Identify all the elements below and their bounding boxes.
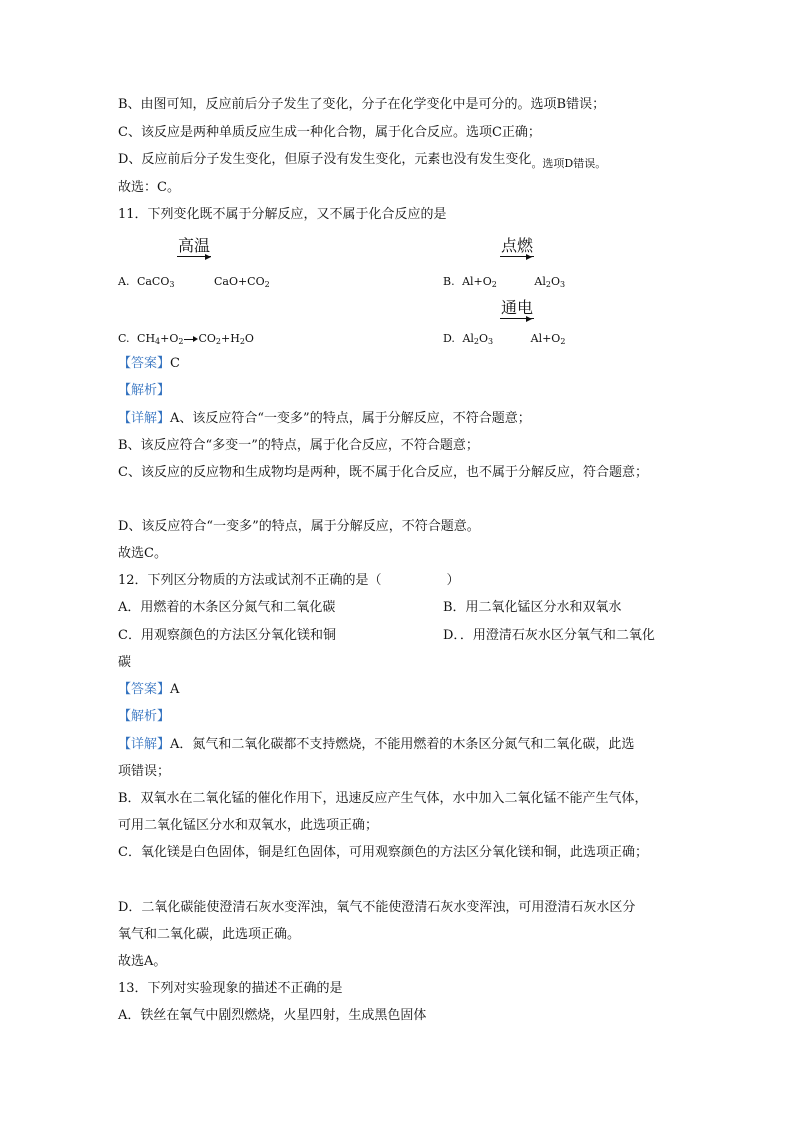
answer-tag: 【答案】 [118,356,171,371]
c-reactant2-sub: 2 [178,337,184,346]
analysis-11 [118,382,170,400]
detail-text: A．氮气和二氧化碳都不支持燃烧，不能用燃着的木条区分氮气和二氧化碳，此选 [170,737,635,752]
answer-tag: 【答案】 [118,682,171,697]
explanation-line-d-tail: 。选项D错误。 [531,157,607,170]
a-reactant-sub: 3 [169,280,175,289]
question-12-stem: 12．下列区分物质的方法或试剂不正确的是（ ） [118,573,460,588]
detail-text: A、该反应符合“一变多”的特点，属于分解反应，不符合题意； [170,411,531,426]
question-11-stem: 11．下列变化既不属于分解反应，又不属于化合反应的是 [118,207,447,222]
analysis-12 [118,708,170,726]
a-product: CaO+CO [213,275,265,288]
d-product-sub: 2 [560,337,566,346]
a-reactant: CaCO [136,275,170,288]
detail-11-d: D、该反应符合“一变多”的特点，属于分解反应，不符合题意。 [118,519,480,534]
option-11-b [443,273,565,291]
b-product-sub2: 3 [559,280,566,289]
detail-12-b-cont: 可用二氧化锰区分水和双氧水，此选项正确； [118,818,379,833]
answer-value: A [170,682,180,697]
c-reactant1-sub: 4 [155,337,161,346]
c-reactant1: CH [137,332,156,345]
c-product1: CO [198,332,216,345]
c-product1-sub: 2 [215,337,222,346]
answer-value: C [170,356,180,371]
detail-12-d: D．二氧化碳能使澄清石灰水变浑浊，氧气不能使澄清石灰水变浑浊，可用澄清石灰水区分 [118,900,636,915]
explanation-line-b: B、由图可知，反应前后分子发生了变化，分子在化学变化中是可分的。选项B错误； [118,97,606,112]
arrow-c-icon [184,339,194,340]
d-reactant-mid: O [479,332,489,345]
option-label: C. [118,332,130,345]
detail-11-b: B、该反应符合“多变一”的特点，属于化合反应，不符合题意； [118,438,479,453]
conclusion-11: 故选C。 [118,546,167,561]
conclusion-12: 故选A。 [118,954,167,969]
option-12-a: A．用燃着的木条区分氮气和二氧化碳 [118,600,336,615]
option-13-a: A．铁丝在氧气中剧烈燃烧，火星四射，生成黑色固体 [118,1008,427,1023]
b-reactant: Al+O [462,275,492,288]
detail-12-a [118,736,634,754]
option-label: A. [118,275,130,288]
d-reactant-sub1: 2 [473,337,479,346]
option-12-d: D．．用澄清石灰水区分氧气和二氧化 [443,628,655,643]
option-11-a [118,273,270,291]
question-13-stem: 13．下列对实验现象的描述不正确的是 [118,981,343,996]
b-product-mid: O [550,275,560,288]
b-reactant-sub: 2 [491,280,497,289]
c-product2-sub: 2 [239,337,245,346]
detail-tag: 【详解】 [118,411,171,426]
option-11-d [443,330,565,348]
analysis-tag: 【解析】 [118,383,171,398]
condition-d-electrolysis: 通电 [501,298,534,317]
option-12-c: C．用观察颜色的方法区分氧化镁和铜 [118,628,336,643]
b-product: Al [534,275,546,288]
condition-b-ignite: 点燃 [501,236,534,255]
arrow-d-icon [526,316,532,322]
d-reactant-sub2: 3 [488,337,494,346]
detail-12-b: B．双氧水在二氧化锰的催化作用下，迅速反应产生气体，水中加入二氧化锰不能产生气体， [118,791,648,806]
a-product-sub: 2 [264,280,270,289]
detail-11-c: C、该反应的反应物和生成物均是两种，既不属于化合反应，也不属于分解反应，符合题意； [118,465,648,480]
analysis-tag: 【解析】 [118,709,171,724]
condition-a-high-temp: 高温 [178,236,211,255]
d-reactant: Al [462,332,474,345]
answer-12 [118,681,179,699]
answer-11 [118,355,180,373]
detail-11-a [118,410,531,428]
explanation-line-d [118,151,606,169]
detail-12-d-cont: 氧气和二氧化碳，此选项正确。 [118,927,301,942]
c-reactant2: +O [160,332,179,345]
arrow-a-icon [205,254,211,260]
explanation-line-d-main: D、反应前后分子发生变化，但原子没有发生变化，元素也没有发生变化 [118,152,532,167]
detail-12-c: C．氧化镁是白色固体，铜是红色固体，可用观察颜色的方法区分氧化镁和铜，此选项正确； [118,845,648,860]
option-11-c [118,330,254,348]
b-product-sub1: 2 [545,280,551,289]
option-12-b: B．用二氧化锰区分水和双氧水 [443,600,622,615]
c-product2: +H [221,332,240,345]
option-label: B. [443,275,455,288]
arrow-b-icon [526,254,532,260]
detail-tag: 【详解】 [118,737,171,752]
option-12-d-cont: 碳 [118,655,132,670]
c-product3: O [244,332,254,345]
option-label: D. [443,332,455,345]
d-product: Al+O [530,332,561,345]
conclusion-prev: 故选：C。 [118,180,180,195]
explanation-line-c: C、该反应是两种单质反应生成一种化合物，属于化合反应。选项C正确； [118,125,541,140]
detail-12-a-cont: 项错误； [118,764,171,779]
